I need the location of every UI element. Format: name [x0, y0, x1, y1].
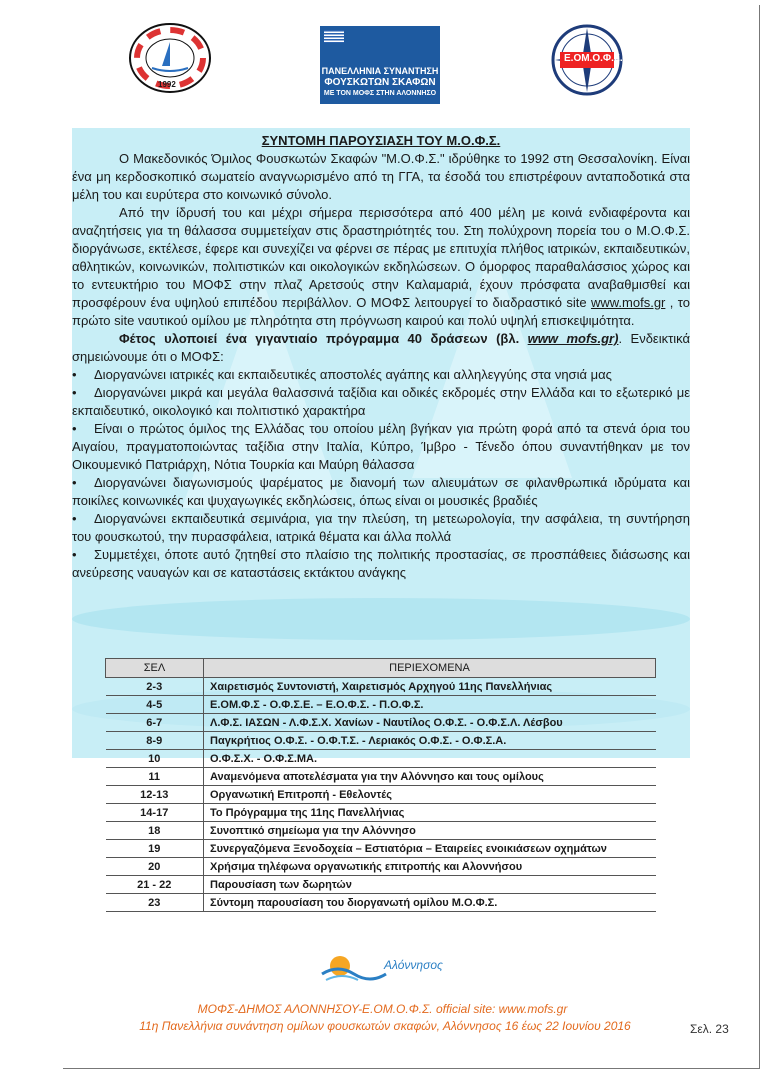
table-row: 14-17 Το Πρόγραμμα της 11ης Πανελλήνιας [106, 804, 656, 822]
program-bold-text: Φέτος υλοποιεί ένα γιγαντιαίο πρόγραμμα 40 δράσεων (βλ. [119, 331, 528, 346]
table-row: 18 Συνοπτικό σημείωμα για την Αλόννησο [106, 822, 656, 840]
table-row: 21 - 22 Παρουσίαση των δωρητών [106, 876, 656, 894]
paragraph-program [72, 330, 690, 366]
table-row: 6-7 Λ.Φ.Σ. ΙΑΣΩΝ - Λ.Φ.Σ.Χ. Χανίων - Ναυτίλος Ο.Φ.Σ. - Ο.Φ.Σ.Λ. Λέσβου [106, 714, 656, 732]
table-row: 2-3 Χαιρετισμός Συντονιστή, Χαιρετισμός Αρχηγού 11ης Πανελλήνιας [106, 678, 656, 696]
table-row: 4-5 Ε.ΟΜ.Φ.Σ - Ο.Φ.Σ.Ε. – Ε.Ο.Φ.Σ. - Π.Ο.Φ.Σ. [106, 696, 656, 714]
page-number: Σελ. 23 [690, 1022, 729, 1036]
paragraph-history-end: , το πρώτο site ναυτικού ομίλου με πληρότητα στη πρόγνωση καιρού και πολύ υψηλή επισκεψιμότητα. [72, 295, 690, 328]
mofs-site-link[interactable]: www.mofs.gr [590, 295, 666, 310]
table-row: 8-9 Παγκρήτιος Ο.Φ.Σ. - Ο.Φ.Τ.Σ. - Λεριακός Ο.Φ.Σ. - Ο.Φ.Σ.Α. [106, 732, 656, 750]
table-row: 20 Χρήσιμα τηλέφωνα οργανωτικής επιτροπής και Αλοννήσου [106, 858, 656, 876]
alonnisos-logo-text: Αλόννησος [384, 958, 443, 972]
document-body [72, 132, 690, 582]
table-row: 19 Συνεργαζόμενα Ξενοδοχεία – Εστιατόρια – Εταιρείες ενοικιάσεων οχημάτων [106, 840, 656, 858]
list-item: • Διοργανώνει εκπαιδευτικά σεμινάρια, για την πλεύση, τη μετεωρολογία, την ασφάλεια, τη συντήρηση του φουσκωτού, την πυρασφάλεια, ιατρικά θέματα και άλλα πολλά [72, 511, 690, 544]
alonnisos-logo [318, 944, 448, 992]
event-logo-line2: ΦΟΥΣΚΩΤΩΝ ΣΚΑΦΩΝ [324, 77, 436, 88]
event-logo-line1: ΠΑΝΕΛΛΗΝΙΑ ΣΥΝΑΝΤΗΣΗ [321, 66, 439, 76]
list-item: • Διοργανώνει ιατρικές και εκπαιδευτικές αποστολές αγάπης και αλληλεγγύης στα νησιά μας [72, 367, 612, 382]
activities-list [72, 366, 690, 582]
mofs-logo [128, 22, 212, 94]
list-item: • Διοργανώνει μικρά και μεγάλα θαλασσινά ταξίδια και οδικές εκδρομές στην Ελλάδα και το εξωτερικό με εκπαιδευτικό, οικολογικό και πολιτιστικό χαρακτήρα [72, 385, 690, 418]
footer-event: 11η Πανελλήνια συνάντηση ομίλων φουσκωτών σκαφών, Αλόννησος 16 έως 22 Ιουνίου 2016 [139, 1019, 631, 1033]
table-row: 12-13 Οργανωτική Επιτροπή - Εθελοντές [106, 786, 656, 804]
mofs-logo-year: 1992 [158, 80, 176, 89]
event-logo-line3: ΜΕ ΤΟΝ ΜΟΦΣ ΣΤΗΝ ΑΛΟΝΝΗΣΟ [323, 90, 437, 97]
table-row: 10 Ο.Φ.Σ.Χ. - Ο.Φ.Σ.ΜΑ. [106, 750, 656, 768]
paragraph-history [72, 204, 690, 330]
list-item: • Είναι ο πρώτος όμιλος της Ελλάδας του οποίου μέλη βγήκαν για πρώτη φορά από τα στενά όρια του Αιγαίου, πραγματοποιώντας ταξίδια στην Ιταλία, Κύπρο, Ίμβρο - Τένεδο όπου συναντήθηκαν με τον Οικουμενικό Πατριάρχη, Νότια Τουρκία και Μαύρη θάλασσα [72, 421, 690, 472]
list-item: • Συμμετέχει, όποτε αυτό ζητηθεί στο πλαίσιο της πολιτικής προστασίας, σε προσπάθειες διάσωσης και ανεύρεσης ναυαγών και σε καταστάσεις εκτάκτου ανάγκης [72, 547, 690, 580]
table-row: 23 Σύντομη παρουσίαση του διοργανωτή ομίλου Μ.Ο.Φ.Σ. [106, 894, 656, 912]
column-header-contents: ΠΕΡΙΕΧΟΜΕΝΑ [204, 659, 656, 678]
eomofs-logo [542, 22, 632, 102]
eomofs-logo-text: Ε.ΟΜ.Ο.Φ.Σ. [564, 53, 623, 64]
contents-table [105, 658, 656, 912]
list-item: • Διοργανώνει διαγωνισμούς ψαρέματος με διανομή των αλιευμάτων σε φιλανθρωπικά ιδρύματα και ποικίλες κοινωνικές και ψυχαγωγικές εκδηλώσεις, όπως είναι οι μουσικές βραδιές [72, 475, 690, 508]
column-header-page: ΣΕΛ [106, 659, 204, 678]
footer-organizers: ΜΟΦΣ-ΔΗΜΟΣ ΑΛΟΝΝΗΣΟΥ-Ε.ΟΜ.Ο.Φ.Σ. official site: www.mofs.gr [197, 1002, 568, 1016]
paragraph-history-text: Από την ίδρυσή του και μέχρι σήμερα περισσότερα από 400 μέλη με κοινά ενδιαφέροντα και αναζητήσεις για τη θάλασσα συμμετείχαν στις δραστηριότητές του. Στη πολύχρονη πορεία του ο Μ.Ο.Φ.Σ. διοργάνωσε, εκτέλεσε, έφερε και συνεχίζει να φέρνει σε πέρας με επιτυχία πλήθος ιατρικών, εκπαιδευτικών, αθλητικών, κοινωνικών, πολιτιστικών και οικολογικών εκδηλώσεων. Ο όμορφος παραθαλάσσιος χώρος και το εντευκτήριο του ΜΟΦΣ στην πλαζ Αρετσούς στην Καλαμαριά, έχουν πρόσφατα αναβαθμισθεί και προσφέρουν ένα υψηλού επιπέδου περιβάλλον. Ο ΜΟΦΣ λειτουργεί το διαδραστικό site [72, 205, 690, 310]
event-logo [320, 26, 440, 104]
greek-flag-icon [324, 30, 344, 43]
table-row: 11 Αναμενόμενα αποτελέσματα για την Αλόννησο και τους ομίλους [106, 768, 656, 786]
document-title: ΣΥΝΤΟΜΗ ΠΑΡΟΥΣΙΑΣΗ ΤΟΥ Μ.Ο.Φ.Σ. [261, 133, 501, 148]
program-site-link[interactable]: www mofs.gr) [527, 331, 619, 346]
paragraph-intro: Ο Μακεδονικός Όμιλος Φουσκωτών Σκαφών "Μ.Ο.Φ.Σ." ιδρύθηκε το 1992 στη Θεσσαλονίκη. Είναι ένα μη κερδοσκοπικό σωματείο αναγνωρισμένο από τη ΓΓΑ, τα έσοδά του επιστρέφουν ανταποδοτικά στα μέλη του και ευρύτερα στο κοινωνικό σύνολο. [72, 151, 690, 202]
program-rest-text: . Ενδεικτικά σημειώνουμε ότι ο ΜΟΦΣ: [72, 331, 690, 364]
